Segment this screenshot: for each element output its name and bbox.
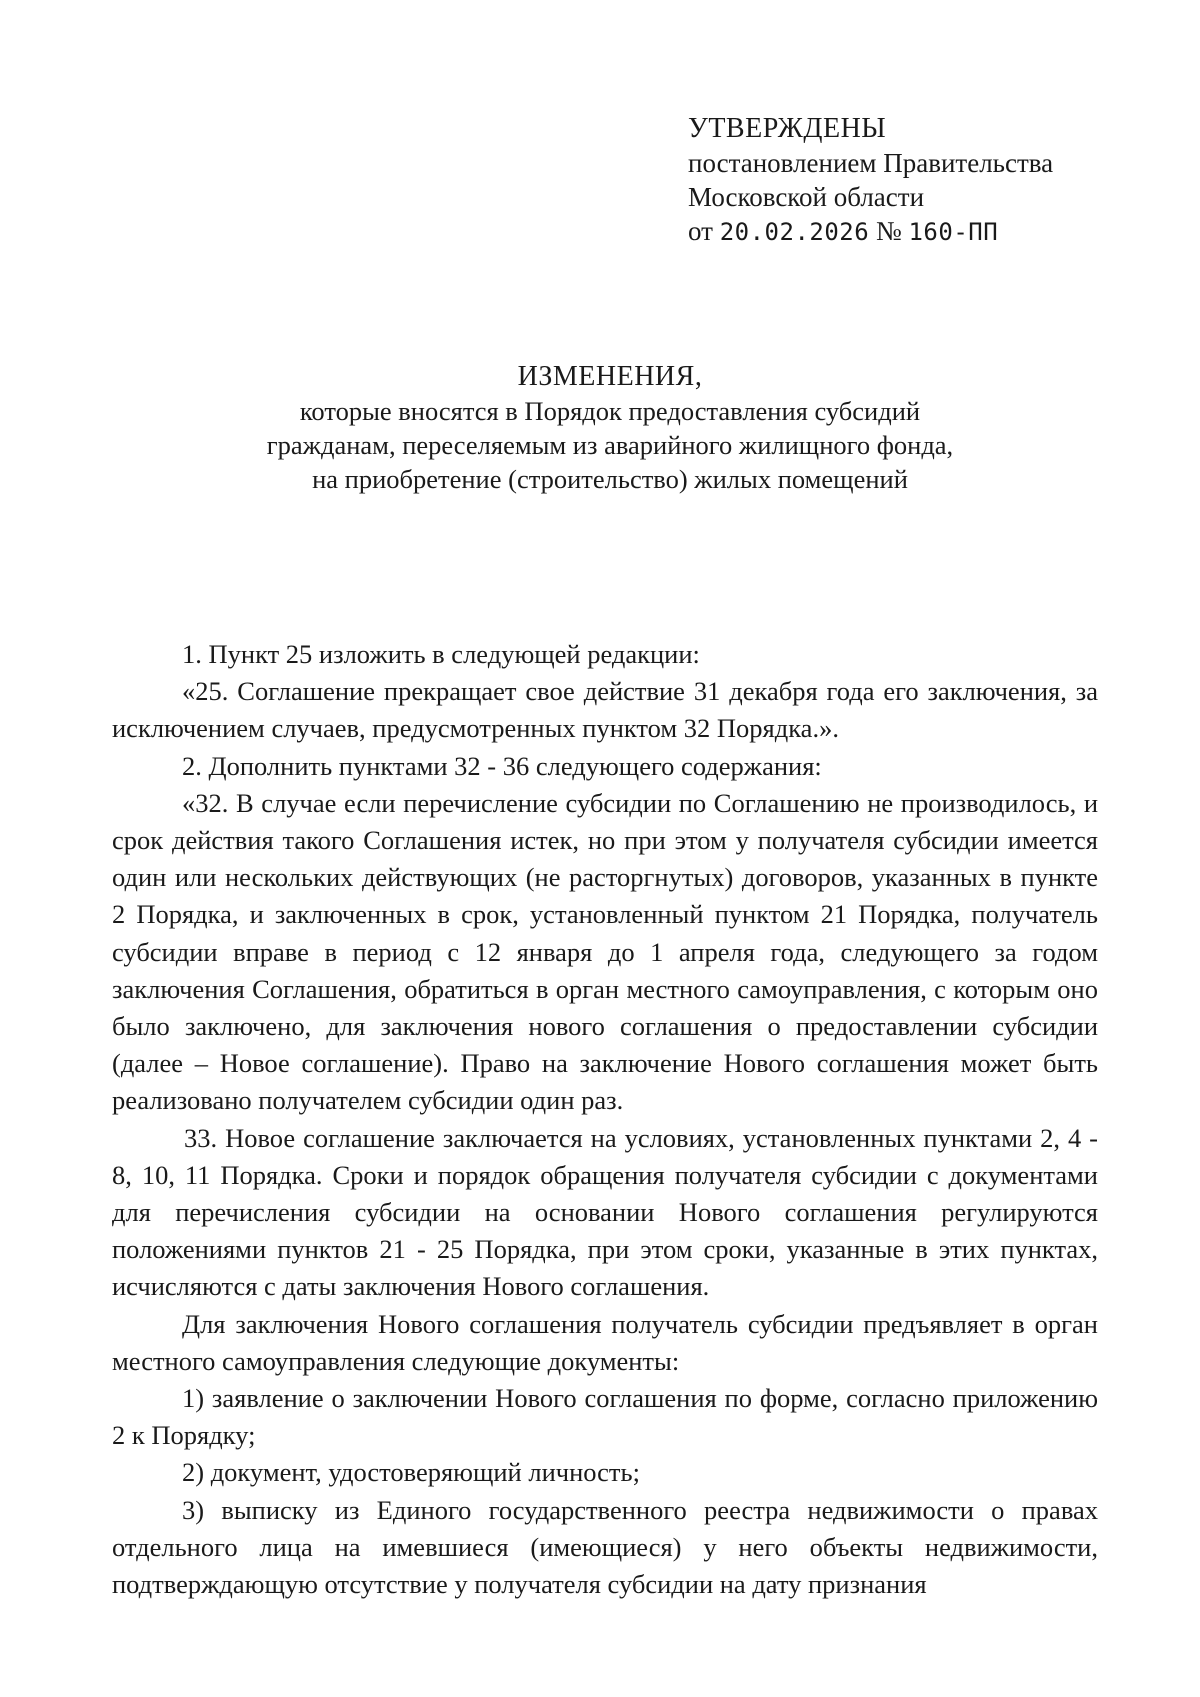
document-subtitle-line-2: гражданам, переселяемым из аварийного жилищного фонда, bbox=[266, 430, 954, 460]
paragraph-5: 33. Новое соглашение заключается на условиях, установленных пунктами 2, 4 - 8, 10, 11 Порядка. Сроки и порядок обращения получателя субсидии с документами для перечисления субсидии на основании Нового соглашения регулируются положениями пунктов 21 - 25 Порядка, при этом сроки, указанные в этих пунктах, исчисляются с даты заключения Нового соглашения. bbox=[112, 1122, 1098, 1302]
paragraph-4: «32. В случае если перечисление субсидии по Соглашению не производилось, и срок действия такого Соглашения истек, но при этом у получателя субсидии имеется один или нескольких действующих (не расторгнутых) договоров, указанных в пункте 2 Порядка, и заключенных в срок, установленный пунктом 21 Порядка, получатель субсидии вправе в период с 12 января до 1 апреля года, следующего за годом заключения Соглашения, обратиться в орган местного самоуправления, с которым оно было заключено, для заключения нового соглашения о предоставлении субсидии (далее – Новое соглашение). Право на заключение Нового соглашения может быть реализовано получателем субсидии один раз. bbox=[112, 787, 1098, 1116]
approval-date-line bbox=[688, 214, 1053, 249]
approval-heading: УТВЕРЖДЕНЫ bbox=[688, 113, 887, 144]
paragraph-3: 2. Дополнить пунктами 32 - 36 следующего содержания: bbox=[182, 750, 822, 781]
paragraph-6: Для заключения Нового соглашения получатель субсидии предъявляет в орган местного самоуправления следующие документы: bbox=[112, 1308, 1098, 1376]
approval-line-2: Московской области bbox=[688, 182, 925, 212]
document-title: ИЗМЕНЕНИЯ, bbox=[517, 361, 703, 392]
document-body bbox=[112, 636, 1098, 1603]
paragraph-7: 1) заявление о заключении Нового соглашения по форме, согласно приложению 2 к Порядку; bbox=[112, 1383, 1098, 1451]
paragraph-8: 2) документ, удостоверяющий личность; bbox=[182, 1457, 640, 1488]
approval-number-sign: № bbox=[875, 216, 902, 246]
approval-date: 20.02.2026 bbox=[719, 218, 870, 246]
paragraph-9: 3) выписку из Единого государственного реестра недвижимости о правах отдельного лица на имевшиеся (имеющиеся) у него объекты недвижимости, подтверждающую отсутствие у получателя субсидии на дату признания bbox=[112, 1494, 1098, 1600]
paragraph-2: «25. Соглашение прекращает свое действие 31 декабря года его заключения, за исключением случаев, предусмотренных пунктом 32 Порядка.». bbox=[112, 676, 1098, 744]
document-subtitle-line-1: которые вносятся в Порядок предоставления субсидий bbox=[299, 396, 921, 426]
approval-stamp bbox=[688, 112, 1053, 249]
document-title-block bbox=[150, 360, 1070, 496]
document-subtitle-line-3: на приобретение (строительство) жилых помещений bbox=[312, 464, 908, 494]
approval-date-prefix: от bbox=[688, 216, 713, 246]
paragraph-1: 1. Пункт 25 изложить в следующей редакции: bbox=[182, 639, 700, 669]
approval-number: 160-ПП bbox=[908, 218, 999, 246]
approval-line-1: постановлением Правительства bbox=[688, 148, 1054, 178]
